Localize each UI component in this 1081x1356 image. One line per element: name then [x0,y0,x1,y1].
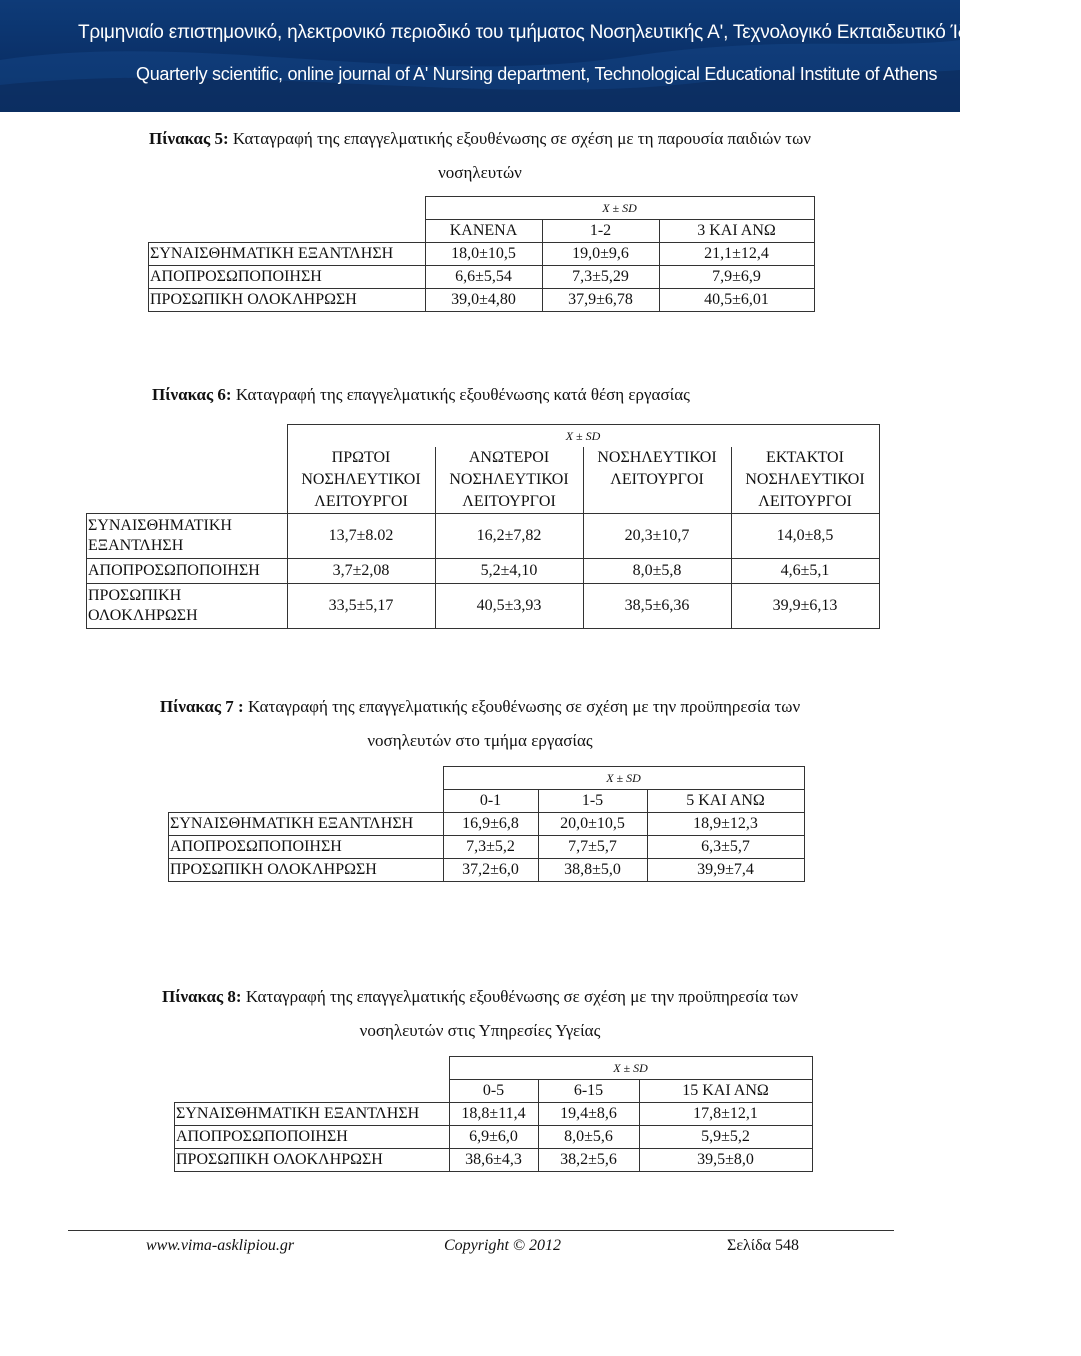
table8-col-header: 6-15 [538,1080,639,1103]
table8-caption [60,980,900,1048]
cell-value: 3,7±2,08 [287,558,435,583]
cell-value: 19,0±9,6 [542,243,659,266]
cell-value: 8,0±5,8 [583,558,731,583]
cell-value: 20,3±10,7 [583,513,731,558]
table6-caption-label: Πίνακας 6: [152,385,232,404]
row-label-line: ΠΡΟΣΩΠΙΚΗ [88,586,182,604]
cell-value: 7,3±5,29 [542,266,659,289]
cell-value: 17,8±12,1 [639,1103,812,1126]
cell-value: 40,5±3,93 [435,583,583,628]
col-header-line: ΝΟΣΗΛΕΥΤΙΚΟΙ [597,448,717,466]
table7-col-header: 1-5 [538,790,647,813]
row-label: ΑΠΟΠΡΟΣΩΠΟΠΟΙΗΣΗ [149,266,426,289]
table-row [169,836,805,859]
table5-col-header: 1-2 [542,220,659,243]
table8-caption-line2: νοσηλευτών στις Υπηρεσίες Υγείας [359,1021,601,1040]
col-header-line: ΕΚΤΑΚΤΟΙ [766,448,844,466]
cell-value: 38,5±6,36 [583,583,731,628]
row-label: ΣΥΝΑΙΣΘΗΜΑΤΙΚΗ ΕΞΑΝΤΛΗΣΗ [149,243,426,266]
header-title-greek: Τριμηνιαίο επιστημονικό, ηλεκτρονικό περιοδικό του τμήματος Νοσηλευτικής Α', Τεχνολογικό Εκπαιδευτικό Ίδρυμα Αθηνών [78,22,1081,43]
table5-col-header: ΚΑΝΕΝΑ [425,220,542,243]
table6-col-header [583,447,731,514]
row-label: ΣΥΝΑΙΣΘΗΜΑΤΙΚΗ ΕΞΑΝΤΛΗΣΗ [169,813,444,836]
row-label [87,583,288,628]
table8-caption-label: Πίνακας 8: [161,987,242,1006]
table6 [86,424,880,629]
cell-value: 13,7±8.02 [287,513,435,558]
table5-xsd-header [425,197,814,220]
cell-value: 39,0±4,80 [425,289,542,312]
row-label [87,558,288,583]
footer-divider [68,1230,894,1231]
row-label-line: ΟΛΟΚΛΗΡΩΣΗ [88,606,198,624]
cell-value: 7,3±5,2 [443,836,538,859]
cell-value: 20,0±10,5 [538,813,647,836]
col-header-line: ΝΟΣΗΛΕΥΤΙΚΟΙ [449,470,569,488]
table5 [148,196,815,312]
table-row [169,813,805,836]
cell-value: 6,6±5,54 [425,266,542,289]
row-label: ΠΡΟΣΩΠΙΚΗ ΟΛΟΚΛΗΡΩΣΗ [169,859,444,882]
cell-value: 37,2±6,0 [443,859,538,882]
cell-value: 6,9±6,0 [449,1126,538,1149]
table-row [149,243,815,266]
table-row [175,1149,813,1172]
cell-value: 18,0±10,5 [425,243,542,266]
table7-col-header: 0-1 [443,790,538,813]
table8-col-header: 0-5 [449,1080,538,1103]
row-label: ΠΡΟΣΩΠΙΚΗ ΟΛΟΚΛΗΡΩΣΗ [175,1149,450,1172]
row-label-line: ΕΞΑΝΤΛΗΣΗ [88,536,184,554]
header-title-english: Quarterly scientific, online journal of A' Nursing department, Technological Educational Institute of Athens [136,64,938,84]
col-header-line: ΛΕΙΤΟΥΡΓΟΙ [314,492,408,510]
col-header-line: ΛΕΙΤΟΥΡΓΟΙ [610,470,704,488]
col-header-line: ΝΟΣΗΛΕΥΤΙΚΟΙ [745,470,865,488]
table-row [87,583,880,628]
table6-xsd-header [287,425,879,447]
table8-caption-text: Καταγραφή της επαγγελματικής εξουθένωσης σε σχέση με την προϋπηρεσία των [241,987,799,1006]
cell-value: 16,9±6,8 [443,813,538,836]
table7-xsd-header [443,767,804,790]
cell-value: 38,2±5,6 [538,1149,639,1172]
cell-value: 6,3±5,7 [647,836,804,859]
table7-caption-line2: νοσηλευτών στο τμήμα εργασίας [367,731,593,750]
cell-value: 39,9±7,4 [647,859,804,882]
table8-col-header: 15 ΚΑΙ ΑΝΩ [639,1080,812,1103]
footer-page-number: Σελίδα 548 [727,1237,800,1254]
journal-header-banner [0,0,1081,112]
footer-url-link[interactable]: www.vima-asklipiou.gr [146,1237,295,1254]
table6-col-header [435,447,583,514]
table5-caption [60,122,900,190]
cell-value: 8,0±5,6 [538,1126,639,1149]
cell-value: 14,0±8,5 [731,513,879,558]
cell-value: 21,1±12,4 [659,243,814,266]
table5-caption-label: Πίνακας 5: [149,129,229,148]
header-wave-decoration [0,0,1081,112]
table7 [168,766,805,882]
table-row [169,859,805,882]
table5-caption-line2: νοσηλευτών [438,163,522,182]
row-label: ΣΥΝΑΙΣΘΗΜΑΤΙΚΗ ΕΞΑΝΤΛΗΣΗ [175,1103,450,1126]
cell-value: 5,9±5,2 [639,1126,812,1149]
table-row [149,266,815,289]
table-row [149,289,815,312]
cell-value: 39,9±6,13 [731,583,879,628]
cell-value: 4,6±5,1 [731,558,879,583]
xsd-label: X ± SD [606,771,641,785]
cell-value: 38,8±5,0 [538,859,647,882]
row-label-line: ΣΥΝΑΙΣΘΗΜΑΤΙΚΗ [88,516,232,534]
col-header-line: ΑΝΩΤΕΡΟΙ [468,448,550,466]
table-row [175,1103,813,1126]
col-header-line: ΠΡΩΤΟΙ [331,448,391,466]
table6-caption-text: Καταγραφή της επαγγελματικής εξουθένωσης κατά θέση εργασίας [231,385,690,404]
cell-value: 7,9±6,9 [659,266,814,289]
cell-value: 40,5±6,01 [659,289,814,312]
table8 [174,1056,813,1172]
table-row [87,513,880,558]
row-label-line: ΑΠΟΠΡΟΣΩΠΟΠΟΙΗΣΗ [88,561,260,579]
cell-value: 39,5±8,0 [639,1149,812,1172]
cell-value: 16,2±7,82 [435,513,583,558]
row-label [87,513,288,558]
xsd-label: X ± SD [613,1061,648,1075]
table6-col-header [731,447,879,514]
xsd-label: X ± SD [565,428,601,443]
table7-caption [60,690,900,758]
cell-value: 5,2±4,10 [435,558,583,583]
col-header-line: ΝΟΣΗΛΕΥΤΙΚΟΙ [301,470,421,488]
table6-caption [60,378,900,412]
cell-value: 7,7±5,7 [538,836,647,859]
table7-caption-text: Καταγραφή της επαγγελματικής εξουθένωσης σε σχέση με την προϋπηρεσία των [243,697,801,716]
xsd-label: X ± SD [602,201,637,215]
row-label: ΠΡΟΣΩΠΙΚΗ ΟΛΟΚΛΗΡΩΣΗ [149,289,426,312]
row-label: ΑΠΟΠΡΟΣΩΠΟΠΟΙΗΣΗ [169,836,444,859]
row-label: ΑΠΟΠΡΟΣΩΠΟΠΟΙΗΣΗ [175,1126,450,1149]
cell-value: 19,4±8,6 [538,1103,639,1126]
table7-caption-label: Πίνακας 7 : [159,697,244,716]
cell-value: 18,9±12,3 [647,813,804,836]
cell-value: 18,8±11,4 [449,1103,538,1126]
col-header-line: ΛΕΙΤΟΥΡΓΟΙ [462,492,556,510]
footer-copyright: Copyright © 2012 [444,1237,562,1254]
table-row [87,558,880,583]
table7-col-header: 5 ΚΑΙ ΑΝΩ [647,790,804,813]
table8-xsd-header [449,1057,812,1080]
col-header-line: ΛΕΙΤΟΥΡΓΟΙ [758,492,852,510]
cell-value: 37,9±6,78 [542,289,659,312]
table6-col-header [287,447,435,514]
table-row [175,1126,813,1149]
cell-value: 38,6±4,3 [449,1149,538,1172]
table5-caption-text: Καταγραφή της επαγγελματικής εξουθένωσης σε σχέση με τη παρουσία παιδιών των [228,129,811,148]
table5-col-header: 3 ΚΑΙ ΑΝΩ [659,220,814,243]
cell-value: 33,5±5,17 [287,583,435,628]
